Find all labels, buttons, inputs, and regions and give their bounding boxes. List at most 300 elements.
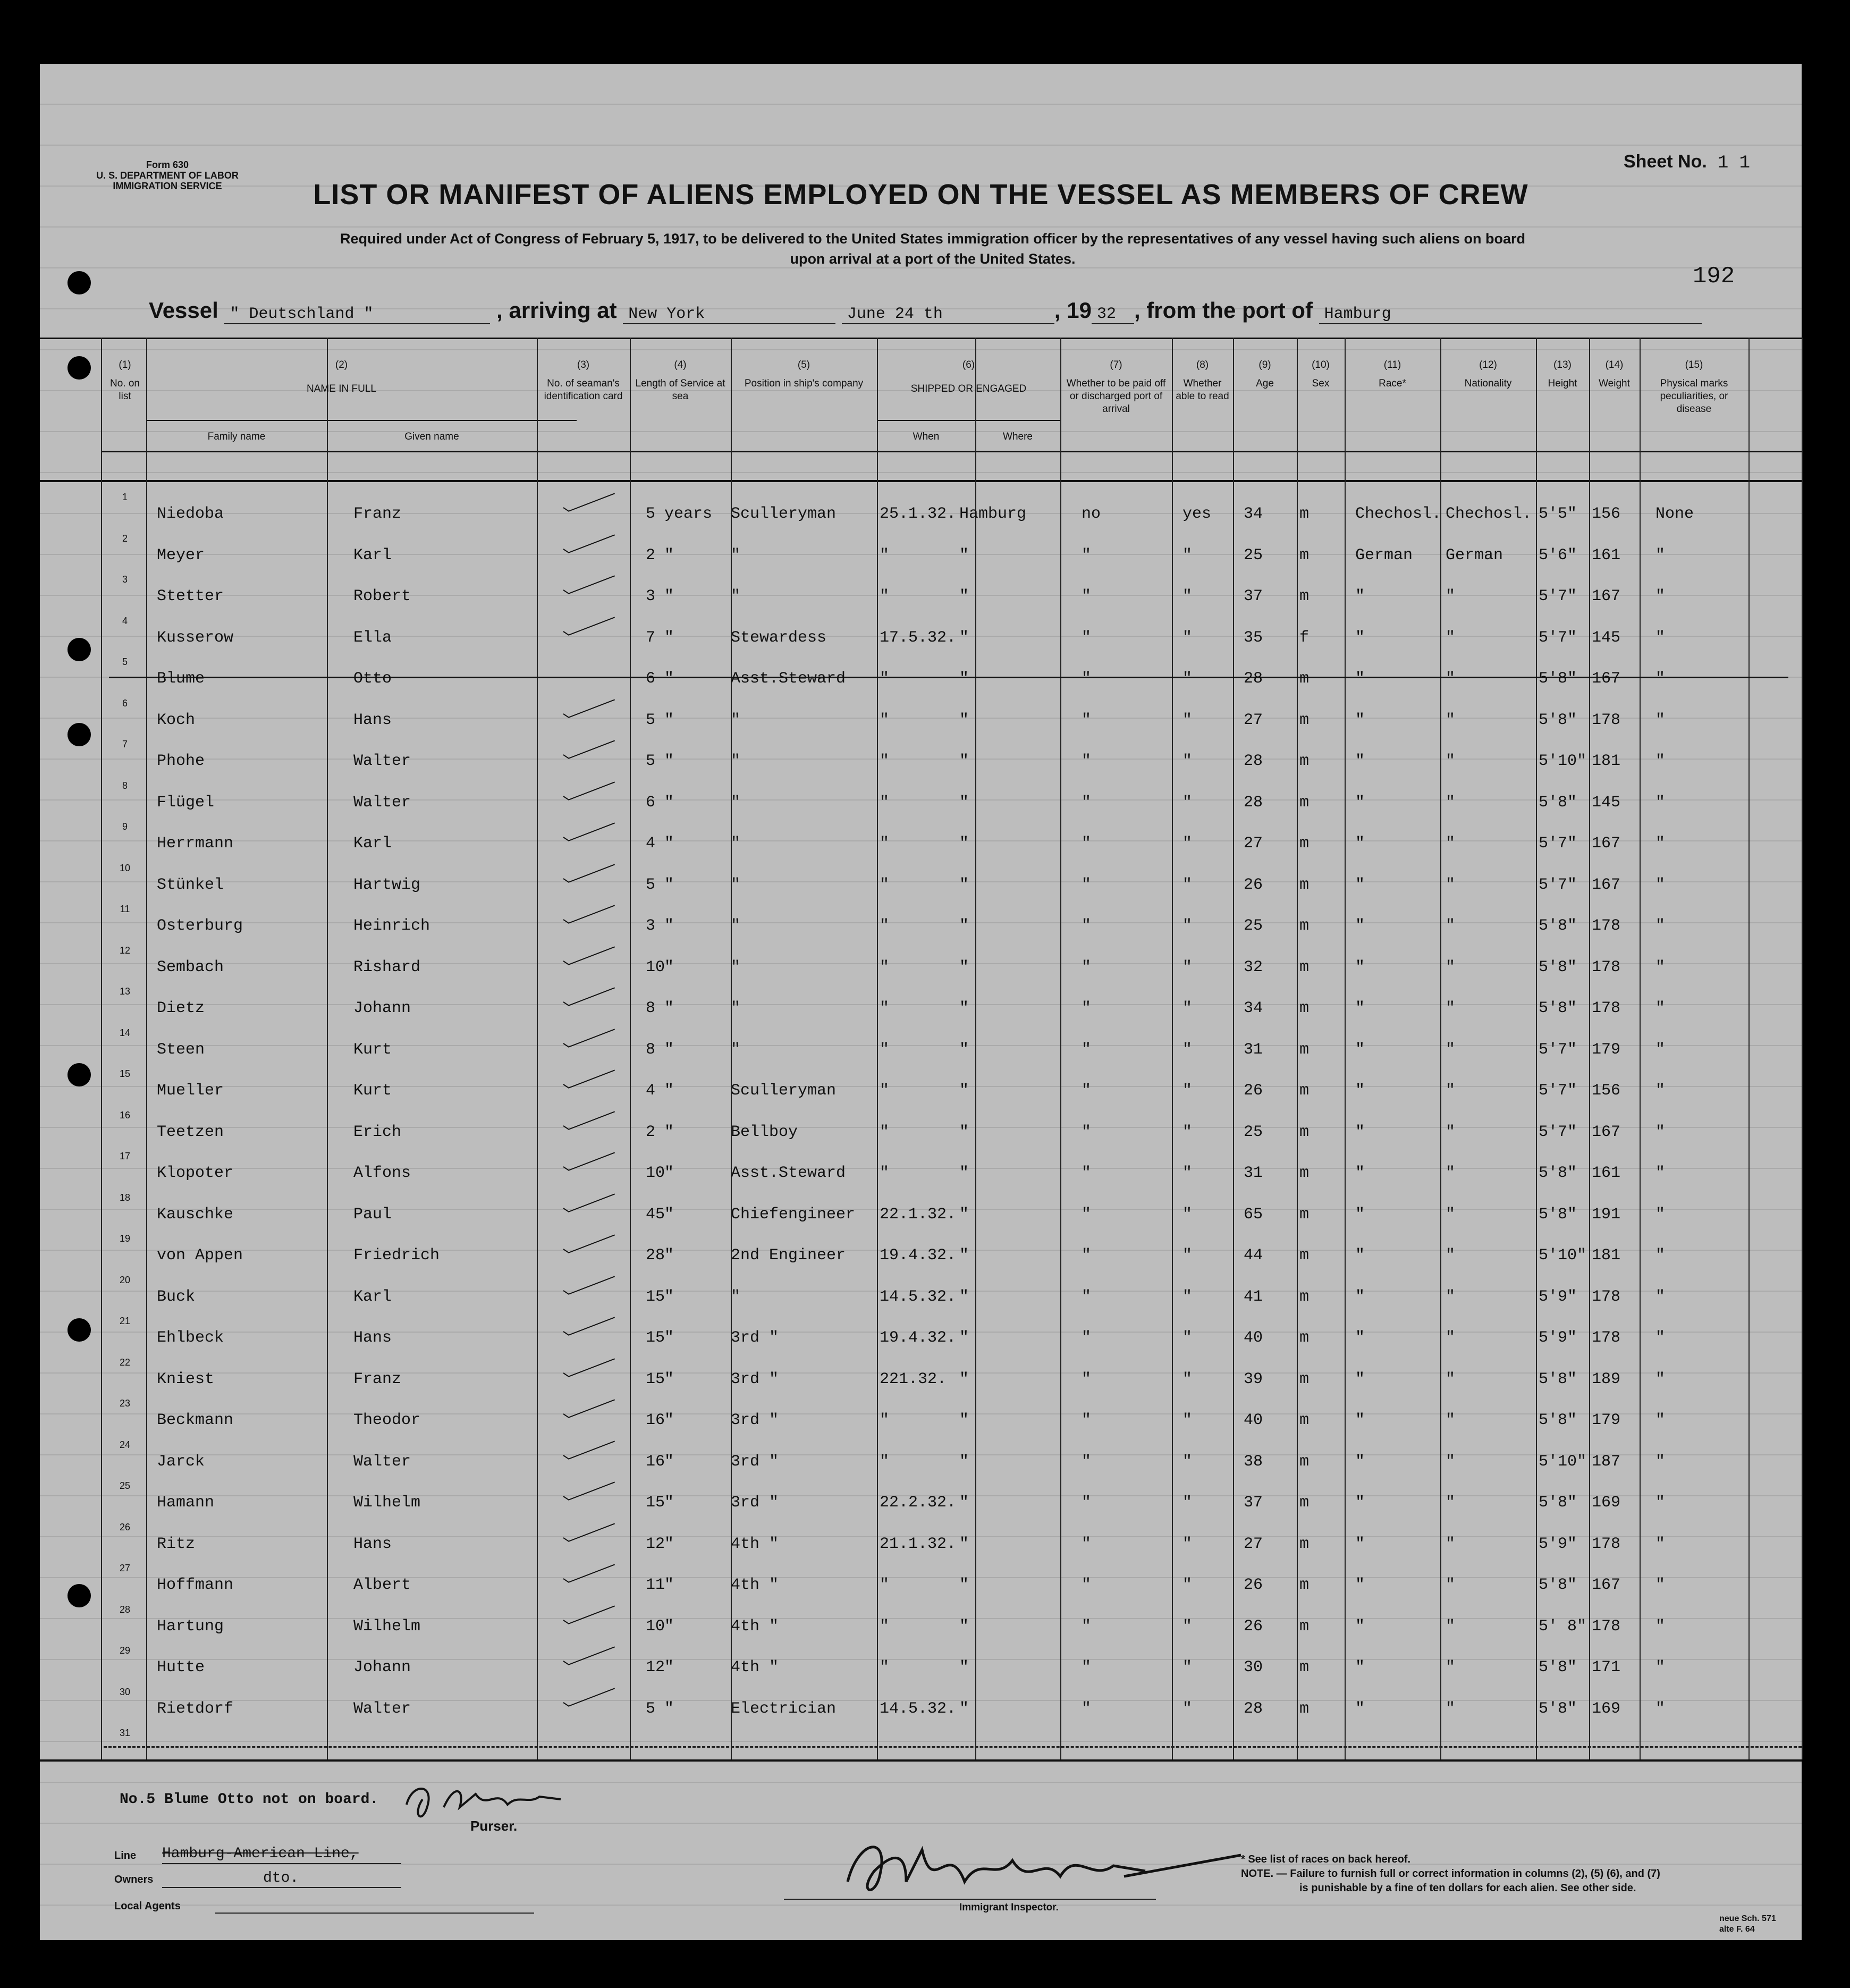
check-mark-icon [547,1316,632,1337]
row-number: 11 [120,904,130,914]
cell-race: " [1355,1164,1365,1182]
column-number-c7: (7) [1110,359,1122,370]
cell-where: " [959,999,969,1017]
cell-unit: " [664,835,674,853]
owners-value: dto. [263,1870,299,1886]
cell-sex: m [1299,1287,1310,1306]
cell-unit: years [664,505,713,523]
cell-family: Hartung [157,1617,224,1636]
cell-weight: 169 [1592,1699,1621,1718]
cell-paid: " [1082,1658,1092,1677]
cell-family: Koch [157,711,196,729]
cell-where: " [959,752,969,770]
cell-race: " [1355,917,1365,935]
cell-sex: m [1299,1329,1310,1347]
cell-paid: " [1082,1329,1092,1347]
row-number: 16 [119,1109,131,1121]
cell-service: 4 [646,835,656,853]
cell-family: Niedoba [157,505,224,523]
cell-paid: no [1082,505,1101,523]
column-header-c7: Whether to be paid off or discharged port of arrival [1066,378,1166,415]
cell-nat: " [1446,875,1456,894]
cell-when: 14.5.32. [880,1699,957,1718]
cell-paid: " [1082,1082,1092,1100]
cell-height: 5'10" [1539,1246,1587,1265]
cell-paid: " [1082,587,1092,605]
cell-nat: " [1446,1040,1456,1059]
check-mark-icon [547,1398,632,1419]
cell-weight: 145 [1592,628,1621,647]
cell-unit: " [664,875,674,894]
cell-weight: 178 [1592,1287,1621,1306]
column-divider [1802,338,1803,1759]
cell-service: 10 [646,958,665,976]
cell-paid: " [1082,1494,1092,1512]
cell-weight: 191 [1592,1205,1621,1224]
cell-position: Sculleryman [731,1082,837,1100]
cell-given: Otto [353,670,392,688]
cell-nat: " [1446,1205,1456,1224]
cell-height: 5'10" [1539,752,1587,770]
binder-hole [67,271,91,294]
cell-unit: " [664,628,674,647]
cell-unit: " [664,1535,674,1553]
cell-nat: " [1446,1123,1456,1141]
row-number: 1 [122,492,128,502]
column-number-c5: (5) [797,359,810,370]
cell-age: 31 [1244,1164,1263,1182]
cell-paid: " [1082,835,1092,853]
cell-family: Hutte [157,1658,205,1677]
cell-weight: 169 [1592,1494,1621,1512]
row-number: 25 [119,1480,131,1491]
cell-service: 10 [646,1617,665,1636]
check-mark-icon [547,780,632,802]
cell-when: " [880,711,890,729]
cell-age: 34 [1244,505,1263,523]
cell-sex: m [1299,999,1310,1017]
row-number: 4 [122,615,128,626]
cell-height: 5'8" [1539,958,1577,976]
cell-position: 3rd " [731,1494,779,1512]
cell-age: 41 [1244,1287,1263,1306]
column-header-c12: Nationality [1464,378,1512,389]
column-header-c9: Age [1256,378,1274,389]
cell-age: 28 [1244,670,1263,688]
cell-unit: " [664,958,674,976]
column-number-c1: (1) [119,359,131,370]
cell-family: Flügel [157,793,215,812]
cell-nat: German [1446,546,1503,565]
cell-age: 31 [1244,1040,1263,1059]
cell-where: " [959,1123,969,1141]
column-header-c8: Whether able to read [1176,378,1229,402]
cell-when: 17.5.32. [880,628,957,647]
cell-where: " [959,958,969,976]
row-number: 30 [119,1686,131,1697]
cell-given: Wilhelm [353,1494,421,1512]
cell-sex: m [1299,670,1310,688]
cell-age: 40 [1244,1329,1263,1347]
row-number: 9 [122,821,128,832]
cell-unit: " [664,752,674,770]
cell-where: " [959,1576,969,1594]
check-mark-icon [547,1068,632,1090]
cell-read: " [1182,1370,1193,1388]
cell-unit: " [664,1576,674,1594]
cell-family: Teetzen [157,1123,224,1141]
check-mark-icon [547,821,632,843]
cell-paid: " [1082,917,1092,935]
cell-service: 5 [646,752,656,770]
row-number: 15 [119,1068,131,1079]
cell-sex: m [1299,1205,1310,1224]
column-header-c6: SHIPPED OR ENGAGED [910,383,1027,394]
column-header-c5: Position in ship's company [744,378,864,389]
cell-family: Dietz [157,999,205,1017]
cell-nat: " [1446,1370,1456,1388]
cell-race: " [1355,1494,1365,1512]
cell-service: 4 [646,1082,656,1100]
cell-where: " [959,1205,969,1224]
check-mark-icon [547,533,632,554]
cell-when: " [880,670,890,688]
cell-family: Buck [157,1287,196,1306]
cell-race: " [1355,835,1365,853]
cell-family: Steen [157,1040,205,1059]
cell-position: " [731,917,741,935]
cell-marks: None [1655,505,1694,523]
check-mark-icon [547,698,632,719]
row-number: 26 [119,1521,131,1532]
cell-age: 32 [1244,958,1263,976]
footnote: * See list of races on back hereof. NOTE. — Failure to furnish full or correct information in columns (2), (5) (6), and (7) is punishable by a fine of ten dollars for each alien. See other side. [1241,1854,1660,1894]
cell-read: " [1182,917,1193,935]
cell-sex: m [1299,1411,1310,1429]
cell-family: Kniest [157,1370,215,1388]
cell-given: Rishard [353,958,421,976]
cell-given: Friedrich [353,1246,440,1265]
row-number: 3 [122,574,128,585]
cell-nat: " [1446,1576,1456,1594]
cell-race: " [1355,1535,1365,1553]
cell-family: Hamann [157,1494,215,1512]
cell-marks: " [1655,546,1666,565]
cell-read: " [1182,1082,1193,1100]
check-mark-icon [547,1192,632,1214]
cell-sex: m [1299,1452,1310,1471]
cell-age: 25 [1244,546,1263,565]
cell-paid: " [1082,1699,1092,1718]
column-header-c10: Sex [1312,378,1330,389]
line-label: Line [114,1850,137,1861]
cell-read: " [1182,1699,1193,1718]
column-number-c12: (12) [1479,359,1497,370]
cell-position: " [731,999,741,1017]
check-mark-icon [547,1645,632,1666]
cell-weight: 167 [1592,587,1621,605]
cell-where: " [959,1164,969,1182]
cell-marks: " [1655,1205,1666,1224]
check-mark-icon [547,1687,632,1708]
cell-weight: 167 [1592,1576,1621,1594]
cell-nat: " [1446,958,1456,976]
cell-height: 5'7" [1539,875,1577,894]
cell-race: " [1355,1658,1365,1677]
cell-position: 2nd Engineer [731,1246,846,1265]
row-number: 2 [122,533,128,544]
cell-weight: 179 [1592,1040,1621,1059]
column-header-c4: Length of Service at sea [635,378,725,402]
cell-read: " [1182,1535,1193,1553]
column-divider [877,338,878,1759]
column-divider [1297,338,1298,1759]
line-value: Hamburg-American Line, [162,1846,359,1862]
cell-marks: " [1655,628,1666,647]
cell-family: Sembach [157,958,224,976]
cell-where: " [959,875,969,894]
column-number-c11: (11) [1383,359,1401,370]
column-divider [1440,338,1441,1759]
cell-position: " [731,835,741,853]
cell-marks: " [1655,1576,1666,1594]
cell-height: 5'8" [1539,1411,1577,1429]
page-subtitle: Required under Act of Congress of February 5, 1917, to be delivered to the United States immigration officer by the representatives of any vessel having such aliens on board upon arrival at a port of the United States. [340,231,1526,267]
cell-given: Karl [353,1287,392,1306]
cell-height: 5'10" [1539,1452,1587,1471]
cell-weight: 189 [1592,1370,1621,1388]
column-number-c15: (15) [1685,359,1703,370]
cell-family: von Appen [157,1246,243,1265]
cell-sex: m [1299,1494,1310,1512]
cell-position: 4th " [731,1658,779,1677]
cell-where: " [959,1411,969,1429]
cell-unit: " [664,1040,674,1059]
cell-where: " [959,1329,969,1347]
cell-height: 5'9" [1539,1329,1577,1347]
binder-hole [67,1584,91,1607]
row-number: 12 [119,945,131,956]
cell-given: Walter [353,1452,411,1471]
cell-where: " [959,1699,969,1718]
column-divider [1172,338,1173,1759]
cell-read: " [1182,1617,1193,1636]
column-divider [1589,338,1590,1759]
cell-nat: Chechosl. [1446,505,1532,523]
cell-height: 5' 8" [1539,1617,1587,1636]
cell-service: 45 [646,1205,665,1224]
cell-unit: " [664,1370,674,1388]
cell-position: " [731,752,741,770]
column-number-c9: (9) [1258,359,1271,370]
cell-race: German [1355,546,1413,565]
row-number: 20 [119,1274,131,1285]
cell-family: Ritz [157,1535,196,1553]
cell-marks: " [1655,1040,1666,1059]
cell-service: 11 [646,1576,665,1594]
check-mark-icon [547,1027,632,1049]
cell-weight: 161 [1592,1164,1621,1182]
cell-read: " [1182,1576,1193,1594]
cell-where: " [959,1535,969,1553]
cell-height: 5'8" [1539,711,1577,729]
cell-sex: m [1299,1535,1310,1553]
cell-given: Johann [353,999,411,1017]
arrival-date: June 24 th [842,305,1054,324]
cell-weight: 178 [1592,999,1621,1017]
cell-paid: " [1082,1246,1092,1265]
cell-race: " [1355,628,1365,647]
check-mark-icon [547,1604,632,1625]
cell-service: 6 [646,670,656,688]
cell-when: " [880,1040,890,1059]
department-label: Form 630 U. S. DEPARTMENT OF LABOR IMMIGRATION SERVICE [96,159,239,191]
cell-unit: " [664,1246,674,1265]
cell-position: 4th " [731,1617,779,1636]
cell-when: " [880,1164,890,1182]
cell-age: 44 [1244,1246,1263,1265]
cell-read: " [1182,587,1193,605]
cell-paid: " [1082,1411,1092,1429]
row-number: 14 [119,1027,131,1038]
cell-height: 5'7" [1539,835,1577,853]
cell-race: " [1355,670,1365,688]
inspector-signature [826,1818,1262,1908]
cell-where: " [959,1452,969,1471]
check-mark-icon [547,945,632,966]
cell-weight: 178 [1592,1617,1621,1636]
cell-sex: m [1299,793,1310,812]
cell-race: " [1355,711,1365,729]
inspector-label: Immigrant Inspector. [959,1902,1059,1913]
cell-given: Johann [353,1658,411,1677]
cell-when: 19.4.32. [880,1329,957,1347]
cell-where: " [959,835,969,853]
cell-race: " [1355,752,1365,770]
cell-given: Kurt [353,1082,392,1100]
cell-position: 4th " [731,1576,779,1594]
cell-marks: " [1655,835,1666,853]
cell-position: " [731,1040,741,1059]
cell-given: Hans [353,711,392,729]
cell-marks: " [1655,793,1666,812]
cell-height: 5'9" [1539,1287,1577,1306]
column-number-c6: (6) [962,359,975,370]
cell-service: 5 [646,711,656,729]
cell-when: 19.4.32. [880,1246,957,1265]
column-divider [1536,338,1537,1759]
cell-age: 26 [1244,1082,1263,1100]
column-divider [975,338,976,1759]
cell-age: 37 [1244,587,1263,605]
cell-family: Mueller [157,1082,224,1100]
column-number-c14: (14) [1605,359,1624,370]
cell-paid: " [1082,999,1092,1017]
cell-nat: " [1446,1617,1456,1636]
cell-sex: m [1299,711,1310,729]
cell-marks: " [1655,1246,1666,1265]
cell-given: Kurt [353,1040,392,1059]
cell-given: Paul [353,1205,392,1224]
cell-when: " [880,546,890,565]
cell-family: Stünkel [157,875,224,894]
vessel-name: " Deutschland " [224,305,490,324]
cell-read: " [1182,1287,1193,1306]
check-mark-icon [547,1233,632,1254]
column-number-c3: (3) [577,359,590,370]
check-mark-icon [547,1480,632,1502]
purser-label: Purser. [470,1818,518,1834]
cell-paid: " [1082,711,1092,729]
cell-nat: " [1446,1411,1456,1429]
cell-marks: " [1655,1123,1666,1141]
cell-age: 30 [1244,1658,1263,1677]
cell-height: 5'8" [1539,1576,1577,1594]
cell-race: " [1355,1246,1365,1265]
cell-age: 26 [1244,1576,1263,1594]
cell-race: " [1355,1040,1365,1059]
cell-service: 12 [646,1658,665,1677]
cell-weight: 167 [1592,1123,1621,1141]
cell-nat: " [1446,793,1456,812]
check-mark-icon [547,904,632,925]
cell-nat: " [1446,917,1456,935]
cell-position: " [731,546,741,565]
cell-service: 15 [646,1329,665,1347]
cell-read: " [1182,999,1193,1017]
cell-race: " [1355,1411,1365,1429]
cell-given: Erich [353,1123,402,1141]
cell-sex: m [1299,917,1310,935]
cell-age: 27 [1244,1535,1263,1553]
cell-age: 25 [1244,1123,1263,1141]
cell-age: 27 [1244,711,1263,729]
cell-height: 5'7" [1539,587,1577,605]
cell-sex: m [1299,587,1310,605]
cell-given: Wilhelm [353,1617,421,1636]
check-mark-icon [547,986,632,1007]
cell-unit: " [664,670,674,688]
cell-sex: m [1299,1699,1310,1718]
cell-where: " [959,1370,969,1388]
cell-unit: " [664,1123,674,1141]
cell-weight: 179 [1592,1411,1621,1429]
cell-service: 28 [646,1246,665,1265]
cell-read: " [1182,1494,1193,1512]
cell-position: 3rd " [731,1452,779,1471]
row-number: 13 [119,986,131,997]
cell-marks: " [1655,875,1666,894]
cell-read: " [1182,793,1193,812]
cell-race: " [1355,1082,1365,1100]
column-divider [146,338,147,1759]
row-number: 19 [119,1233,131,1244]
cell-marks: " [1655,1699,1666,1718]
cell-paid: " [1082,752,1092,770]
cell-paid: " [1082,958,1092,976]
cell-when: 22.1.32. [880,1205,957,1224]
check-mark-icon [547,1563,632,1584]
cell-where: " [959,587,969,605]
cell-height: 5'7" [1539,628,1577,647]
cell-read: " [1182,711,1193,729]
cell-sex: m [1299,1246,1310,1265]
departure-port: Hamburg [1319,305,1702,324]
cell-paid: " [1082,1123,1092,1141]
cell-unit: " [664,1411,674,1429]
cell-nat: " [1446,835,1456,853]
arrival-port: New York [623,305,835,324]
